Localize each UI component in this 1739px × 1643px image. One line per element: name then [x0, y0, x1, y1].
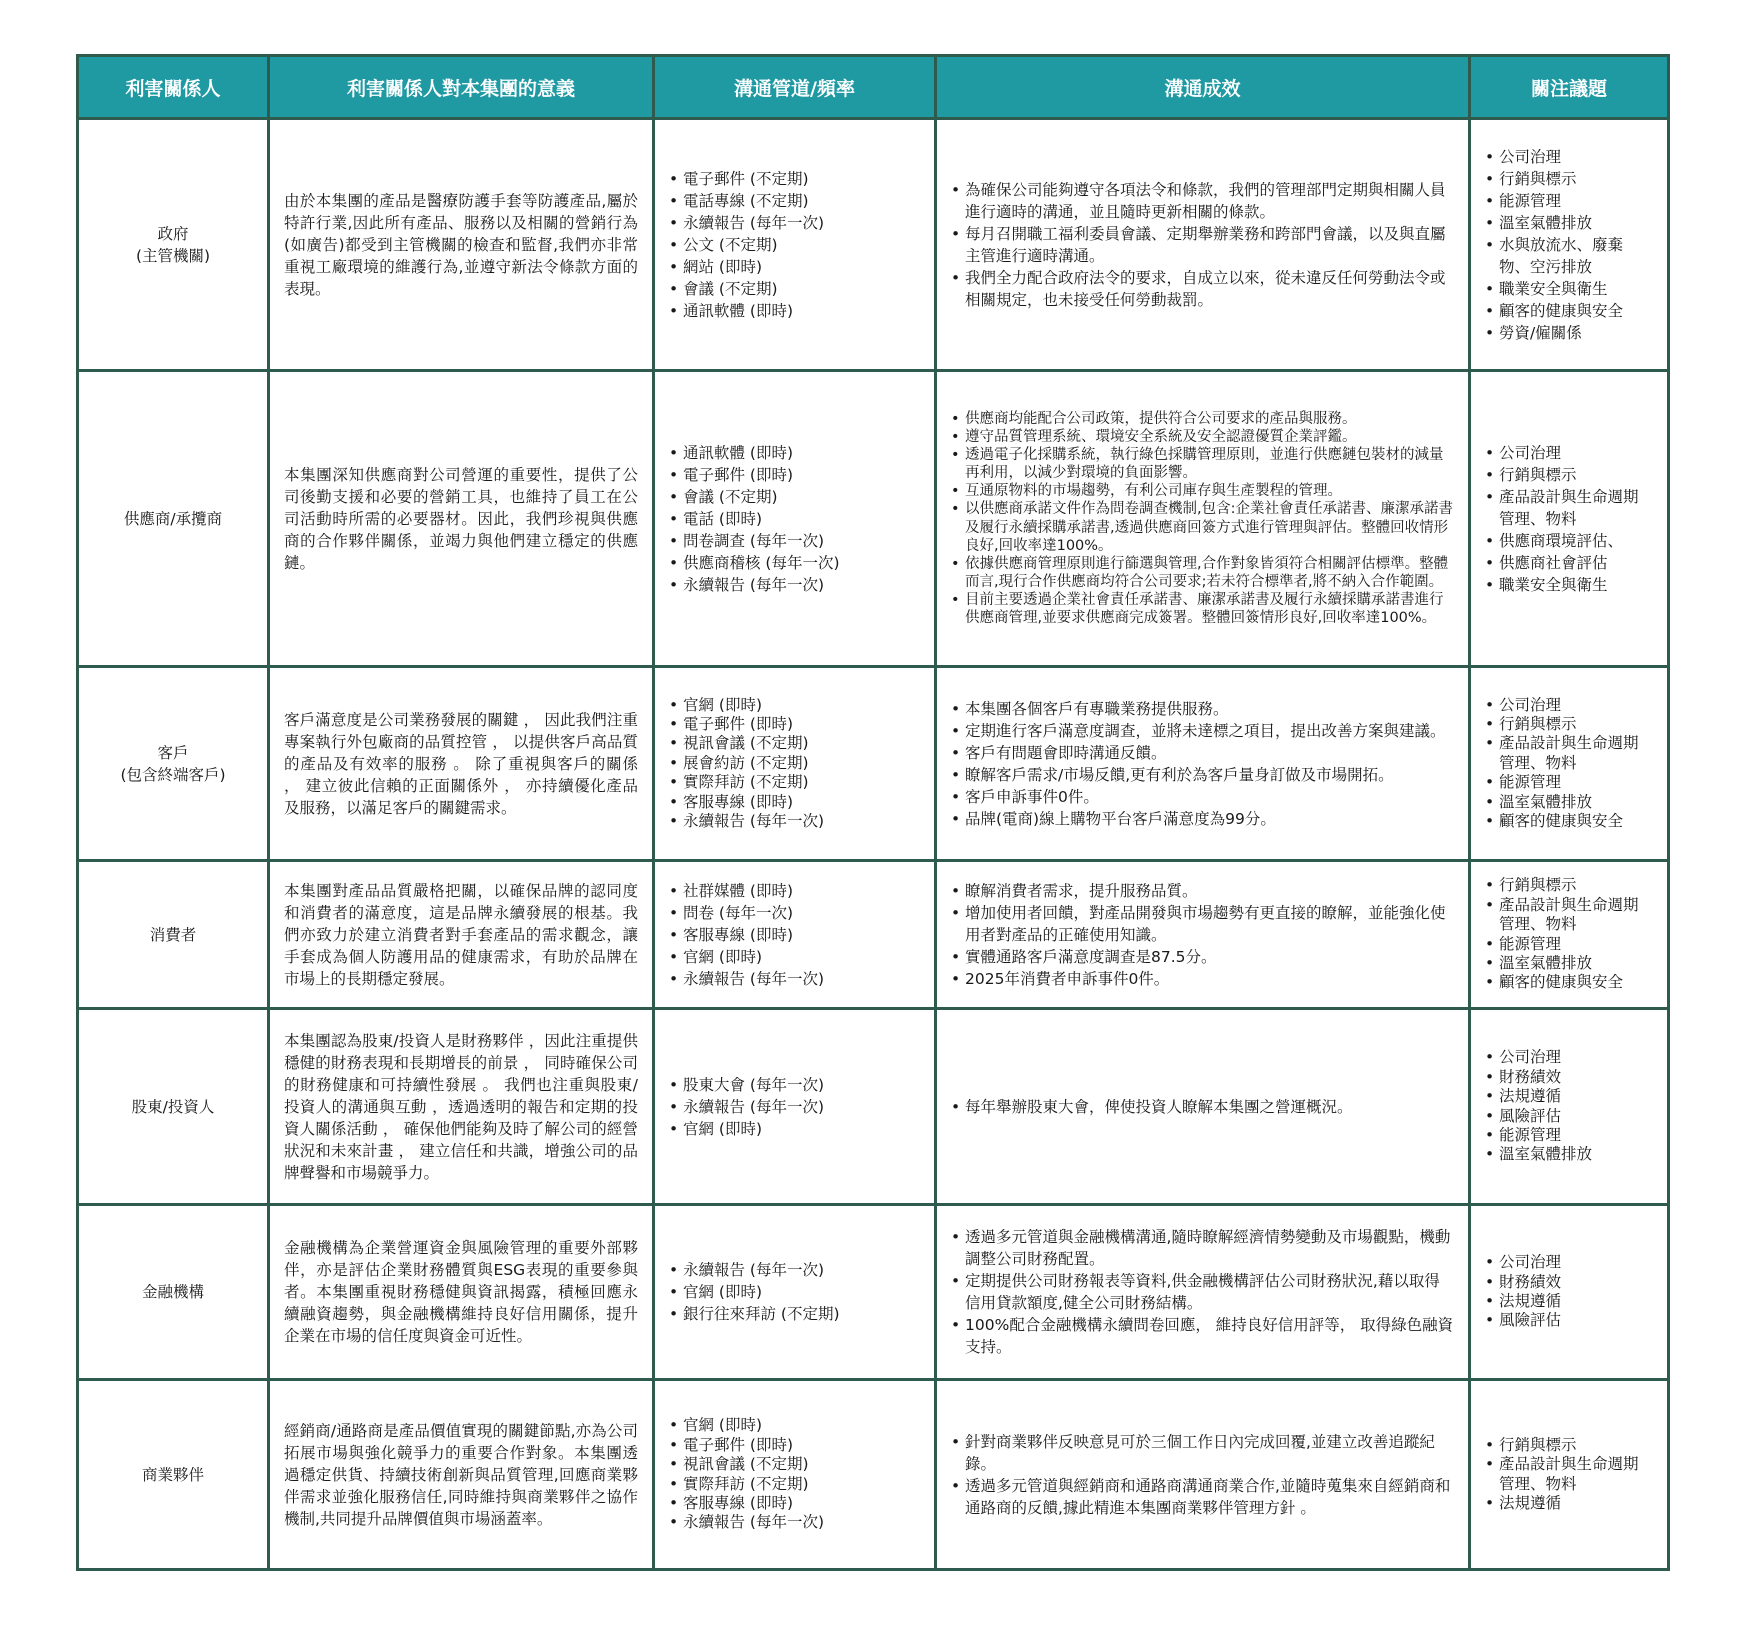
result-item: • 透過電子化採購系統，執行綠色採購管理原則，並進行供應鏈包裝材的減量再利用，以減少對環境的負面影響。: [951, 446, 1454, 482]
topic-item: • 溫室氣體排放: [1485, 793, 1653, 812]
result-item: • 增加使用者回饋，對產品開發與市場趨勢有更直接的瞭解，並能強化使用者對產品的正確使用知識。: [951, 902, 1454, 946]
stakeholder-meaning: 客戶滿意度是公司業務發展的關鍵 ， 因此我們注重專案執行外包廠商的品質控管 ， 以提供客戶高品質的產品及有效率的服務 。 除了重視與客戶的關係 ， 建立彼此信賴的正面關係外 ， 亦持續優化產品及服務，以滿足客戶的關鍵需求。: [269, 667, 654, 861]
topic-list: [1485, 876, 1653, 992]
topic-item: • 職業安全與衛生: [1485, 278, 1653, 300]
channel-item: • 展會約訪 (不定期): [669, 754, 920, 773]
topic-list-cell: [1470, 119, 1669, 371]
result-item: • 遵守品質管理系統、環境安全系統及安全認證優質企業評鑑。: [951, 428, 1454, 446]
channel-item: • 永續報告 (每年一次): [669, 968, 920, 990]
topic-item: • 行銷與標示: [1485, 464, 1653, 486]
result-item: • 目前主要透過企業社會責任承諾書、廉潔承諾書及履行永續採購承諾書進行供應商管理,並要求供應商完成簽署。整體回簽情形良好,回收率達100%。: [951, 591, 1454, 627]
channel-item: • 銀行往來拜訪 (不定期): [669, 1303, 920, 1325]
topic-item: • 供應商社會評估: [1485, 552, 1653, 574]
row-financial-institutions: [78, 1205, 1669, 1380]
row-shareholders: [78, 1009, 1669, 1205]
result-item: • 以供應商承諾文件作為問卷調查機制,包含:企業社會責任承諾書、廉潔承諾書及履行永續採購承諾書,透過供應商回簽方式進行管理與評估。整體回收情形良好,回收率達100%。: [951, 500, 1454, 554]
channel-item: • 電話 (即時): [669, 508, 920, 530]
stakeholder-name: [78, 861, 269, 1009]
channel-item: • 通訊軟體 (即時): [669, 300, 920, 322]
result-list-cell: [936, 1205, 1470, 1380]
channel-item: • 問卷調查 (每年一次): [669, 530, 920, 552]
channel-list: [669, 696, 920, 832]
channel-list: [669, 1416, 920, 1532]
channel-item: • 供應商稽核 (每年一次): [669, 552, 920, 574]
topic-list: [1485, 696, 1653, 832]
result-item: • 針對商業夥伴反映意見可於三個工作日內完成回覆,並建立改善追蹤紀錄。: [951, 1431, 1454, 1475]
channel-list-cell: [654, 1009, 936, 1205]
topic-item: • 產品設計與生命週期管理、物料: [1485, 486, 1653, 530]
result-item: • 定期進行客戶滿意度調查，並將未達標之項目，提出改善方案與建議。: [951, 720, 1454, 742]
channel-item: • 電子郵件 (即時): [669, 1436, 920, 1455]
row-government: [78, 119, 1669, 371]
topic-item: • 溫室氣體排放: [1485, 212, 1653, 234]
row-consumers: [78, 861, 1669, 1009]
channel-item: • 永續報告 (每年一次): [669, 574, 920, 596]
topic-list-cell: [1470, 371, 1669, 667]
topic-list-cell: [1470, 1009, 1669, 1205]
result-item: • 本集團各個客戶有專職業務提供服務。: [951, 698, 1454, 720]
channel-list: [669, 1259, 920, 1325]
result-item: • 瞭解客戶需求/市場反饋,更有利於為客戶量身訂做及市場開拓。: [951, 764, 1454, 786]
result-list: [951, 698, 1454, 830]
stakeholder-meaning: 金融機構為企業營運資金與風險管理的重要外部夥伴，亦是評估企業財務體質與ESG表現的重要參與者。本集團重視財務穩健與資訊揭露，積極回應永續融資趨勢，與金融機構維持良好信用關係，提升企業在市場的信任度與資金可近性。: [269, 1205, 654, 1380]
channel-item: • 電子郵件 (即時): [669, 715, 920, 734]
topic-item: • 職業安全與衛生: [1485, 574, 1653, 596]
topic-item: • 勞資/僱關係: [1485, 322, 1653, 344]
topic-item: • 顧客的健康與安全: [1485, 973, 1653, 992]
channel-item: • 永續報告 (每年一次): [669, 1096, 920, 1118]
topic-item: • 法規遵循: [1485, 1292, 1653, 1311]
channel-list-cell: [654, 667, 936, 861]
channel-list: [669, 1074, 920, 1140]
result-item: • 100%配合金融機構永續問卷回應， 維持良好信用評等， 取得綠色融資支持。: [951, 1314, 1454, 1358]
stakeholder-meaning: 由於本集團的產品是醫療防護手套等防護產品,屬於特許行業,因此所有產品、服務以及相關的營銷行為(如廣告)都受到主管機關的檢查和監督,我們亦非常重視工廠環境的維護行為,並遵守新法令條款方面的表現。: [269, 119, 654, 371]
channel-item: • 視訊會議 (不定期): [669, 1455, 920, 1474]
topic-item: • 公司治理: [1485, 696, 1653, 715]
header-stakeholder: 利害關係人: [78, 56, 269, 119]
topic-item: • 公司治理: [1485, 1048, 1653, 1067]
channel-item: • 電子郵件 (不定期): [669, 168, 920, 190]
result-item: • 我們全力配合政府法令的要求，自成立以來，從未違反任何勞動法令或相關規定，也未接受任何勞動裁罰。: [951, 267, 1454, 311]
stakeholder-name-line: 政府: [157, 224, 189, 243]
channel-list: [669, 880, 920, 990]
channel-item: • 實際拜訪 (不定期): [669, 773, 920, 792]
channel-item: • 電話專線 (不定期): [669, 190, 920, 212]
topic-list-cell: [1470, 667, 1669, 861]
channel-list-cell: [654, 1205, 936, 1380]
channel-item: • 社群媒體 (即時): [669, 880, 920, 902]
header-meaning: 利害關係人對本集團的意義: [269, 56, 654, 119]
topic-item: • 財務績效: [1485, 1273, 1653, 1292]
topic-list-cell: [1470, 1380, 1669, 1570]
stakeholder-name-line: 供應商/承攬商: [123, 509, 223, 528]
channel-item: • 客服專線 (即時): [669, 793, 920, 812]
result-list: [951, 1096, 1454, 1118]
topic-list: [1485, 442, 1653, 596]
topic-item: • 行銷與標示: [1485, 715, 1653, 734]
header-results: 溝通成效: [936, 56, 1470, 119]
result-item: • 定期提供公司財務報表等資料,供金融機構評估公司財務狀況,藉以取得信用貸款額度,健全公司財務結構。: [951, 1270, 1454, 1314]
topic-item: • 行銷與標示: [1485, 1436, 1653, 1455]
result-list: [951, 1431, 1454, 1519]
channel-item: • 股東大會 (每年一次): [669, 1074, 920, 1096]
channel-item: • 會議 (不定期): [669, 278, 920, 300]
result-list: [951, 880, 1454, 990]
stakeholder-name-line: 金融機構: [141, 1283, 204, 1301]
channel-list-cell: [654, 861, 936, 1009]
stakeholder-name-line: 股東/投資人: [131, 1097, 215, 1116]
result-item: • 每年舉辦股東大會，俾使投資人瞭解本集團之營運概況。: [951, 1096, 1454, 1118]
channel-list-cell: [654, 1380, 936, 1570]
row-customers: [78, 667, 1669, 861]
channel-item: • 網站 (即時): [669, 256, 920, 278]
stakeholder-name: [78, 371, 269, 667]
stakeholder-name-line: (包含終端客戶): [120, 765, 226, 784]
stakeholder-meaning: 本集團認為股東/投資人是財務夥伴 ，因此注重提供穩健的財務表現和長期增長的前景 ， 同時確保公司的財務健康和可持續性發展 。 我們也注重與股東/投資人的溝通與互動 ，透過透明的報告和定期的投資人關係活動 ， 確保他們能夠及時了解公司的經營狀況和未來計畫 ， 建立信任和共識，增強公司的品牌聲譽和市場競爭力。: [269, 1009, 654, 1205]
channel-item: • 通訊軟體 (即時): [669, 442, 920, 464]
channel-list: [669, 168, 920, 322]
topic-item: • 行銷與標示: [1485, 876, 1653, 895]
result-list: [951, 1226, 1454, 1358]
channel-item: • 客服專線 (即時): [669, 1494, 920, 1513]
topic-item: • 能源管理: [1485, 935, 1653, 954]
channel-item: • 官網 (即時): [669, 1416, 920, 1435]
result-item: • 依據供應商管理原則進行篩選與管理,合作對象皆須符合相關評估標準。整體而言,現行合作供應商均符合公司要求;若未符合標準者,將不納入合作範圍。: [951, 555, 1454, 591]
stakeholder-name: [78, 1205, 269, 1380]
result-list-cell: [936, 1380, 1470, 1570]
stakeholder-meaning: 本集團對產品品質嚴格把關，以確保品牌的認同度和消費者的滿意度，這是品牌永續發展的根基。我們亦致力於建立消費者對手套產品的需求觀念，讓手套成為個人防護用品的健康需求，有助於品牌在市場上的長期穩定發展。: [269, 861, 654, 1009]
channel-item: • 問卷 (每年一次): [669, 902, 920, 924]
stakeholder-name: [78, 1009, 269, 1205]
result-list: [951, 410, 1454, 628]
topic-item: • 風險評估: [1485, 1311, 1653, 1330]
topic-list: [1485, 1048, 1653, 1164]
result-list: [951, 179, 1454, 311]
topic-item: • 能源管理: [1485, 190, 1653, 212]
topic-item: • 風險評估: [1485, 1107, 1653, 1126]
channel-item: • 官網 (即時): [669, 1281, 920, 1303]
result-list-cell: [936, 371, 1470, 667]
topic-item: • 公司治理: [1485, 442, 1653, 464]
channel-item: • 視訊會議 (不定期): [669, 734, 920, 753]
topic-item: • 能源管理: [1485, 1126, 1653, 1145]
topic-item: • 能源管理: [1485, 773, 1653, 792]
result-item: • 客戶有問題會即時溝通反饋。: [951, 742, 1454, 764]
result-list-cell: [936, 667, 1470, 861]
stakeholder-name-line: 客戶: [157, 743, 189, 762]
result-item: • 2025年消費者申訴事件0件。: [951, 968, 1454, 990]
stakeholder-name-line: (主管機關): [135, 246, 211, 265]
channel-item: • 官網 (即時): [669, 946, 920, 968]
topic-list: [1485, 146, 1653, 344]
result-item: • 品牌(電商)線上購物平台客戶滿意度為99分。: [951, 808, 1454, 830]
topic-list-cell: [1470, 861, 1669, 1009]
stakeholder-name-line: 商業夥伴: [141, 1465, 204, 1484]
topic-item: • 產品設計與生命週期管理、物料: [1485, 1455, 1653, 1494]
channel-list-cell: [654, 119, 936, 371]
row-suppliers: [78, 371, 1669, 667]
row-business-partners: [78, 1380, 1669, 1570]
channel-item: • 永續報告 (每年一次): [669, 812, 920, 831]
topic-item: • 顧客的健康與安全: [1485, 812, 1653, 831]
stakeholder-table: [76, 54, 1670, 1571]
channel-item: • 永續報告 (每年一次): [669, 1513, 920, 1532]
result-item: • 實體通路客戶滿意度調查是87.5分。: [951, 946, 1454, 968]
stakeholder-name: [78, 667, 269, 861]
result-list-cell: [936, 1009, 1470, 1205]
stakeholder-meaning: 本集團深知供應商對公司營運的重要性，提供了公司後勤支援和必要的營銷工具，也維持了員工在公司活動時所需的必要器材。因此，我們珍視與供應商的合作夥伴關係，並竭力與他們建立穩定的供應鏈。: [269, 371, 654, 667]
topic-item: • 溫室氣體排放: [1485, 1145, 1653, 1164]
topic-item: • 法規遵循: [1485, 1494, 1653, 1513]
topic-item: • 溫室氣體排放: [1485, 954, 1653, 973]
header-topics: 關注議題: [1470, 56, 1669, 119]
topic-item: • 水與放流水、廢棄物、空污排放: [1485, 234, 1653, 278]
header-row: [78, 56, 1669, 119]
channel-item: • 永續報告 (每年一次): [669, 212, 920, 234]
channel-item: • 電子郵件 (即時): [669, 464, 920, 486]
channel-item: • 官網 (即時): [669, 1118, 920, 1140]
topic-list: [1485, 1253, 1653, 1331]
channel-list-cell: [654, 371, 936, 667]
topic-item: • 顧客的健康與安全: [1485, 300, 1653, 322]
stakeholder-name-line: 消費者: [149, 925, 197, 944]
result-item: • 客戶申訴事件0件。: [951, 786, 1454, 808]
result-list-cell: [936, 119, 1470, 371]
result-item: • 透過多元管道與金融機構溝通,隨時瞭解經濟情勢變動及市場觀點，機動調整公司財務配置。: [951, 1226, 1454, 1270]
topic-list-cell: [1470, 1205, 1669, 1380]
stakeholder-meaning: 經銷商/通路商是產品價值實現的關鍵節點,亦為公司拓展市場與強化競爭力的重要合作對象。本集團透過穩定供貨、持續技術創新與品質管理,回應商業夥伴需求並強化服務信任,同時維持與商業夥伴之協作機制,共同提升品牌價值與市場涵蓋率。: [269, 1380, 654, 1570]
result-list-cell: [936, 861, 1470, 1009]
channel-list: [669, 442, 920, 596]
channel-item: • 會議 (不定期): [669, 486, 920, 508]
channel-item: • 實際拜訪 (不定期): [669, 1475, 920, 1494]
result-item: • 每月召開職工福利委員會議、定期舉辦業務和跨部門會議，以及與直屬主管進行適時溝通。: [951, 223, 1454, 267]
result-item: • 為確保公司能夠遵守各項法令和條款，我們的管理部門定期與相關人員進行適時的溝通，並且隨時更新相關的條款。: [951, 179, 1454, 223]
topic-item: • 公司治理: [1485, 146, 1653, 168]
channel-item: • 永續報告 (每年一次): [669, 1259, 920, 1281]
result-item: • 透過多元管道與經銷商和通路商溝通商業合作,並隨時蒐集來自經銷商和通路商的反饋,據此精進本集團商業夥伴管理方針 。: [951, 1475, 1454, 1519]
channel-item: • 官網 (即時): [669, 696, 920, 715]
topic-item: • 供應商環境評估、: [1485, 530, 1653, 552]
topic-item: • 產品設計與生命週期管理、物料: [1485, 734, 1653, 773]
result-item: • 瞭解消費者需求，提升服務品質。: [951, 880, 1454, 902]
result-item: • 互通原物料的市場趨勢，有利公司庫存與生產製程的管理。: [951, 482, 1454, 500]
stakeholder-name: [78, 1380, 269, 1570]
topic-list: [1485, 1436, 1653, 1514]
result-item: • 供應商均能配合公司政策，提供符合公司要求的產品與服務。: [951, 410, 1454, 428]
topic-item: • 公司治理: [1485, 1253, 1653, 1272]
channel-item: • 公文 (不定期): [669, 234, 920, 256]
topic-item: • 產品設計與生命週期管理、物料: [1485, 896, 1653, 935]
topic-item: • 財務績效: [1485, 1068, 1653, 1087]
topic-item: • 法規遵循: [1485, 1087, 1653, 1106]
header-channels: 溝通管道/頻率: [654, 56, 936, 119]
topic-item: • 行銷與標示: [1485, 168, 1653, 190]
stakeholder-name: [78, 119, 269, 371]
channel-item: • 客服專線 (即時): [669, 924, 920, 946]
